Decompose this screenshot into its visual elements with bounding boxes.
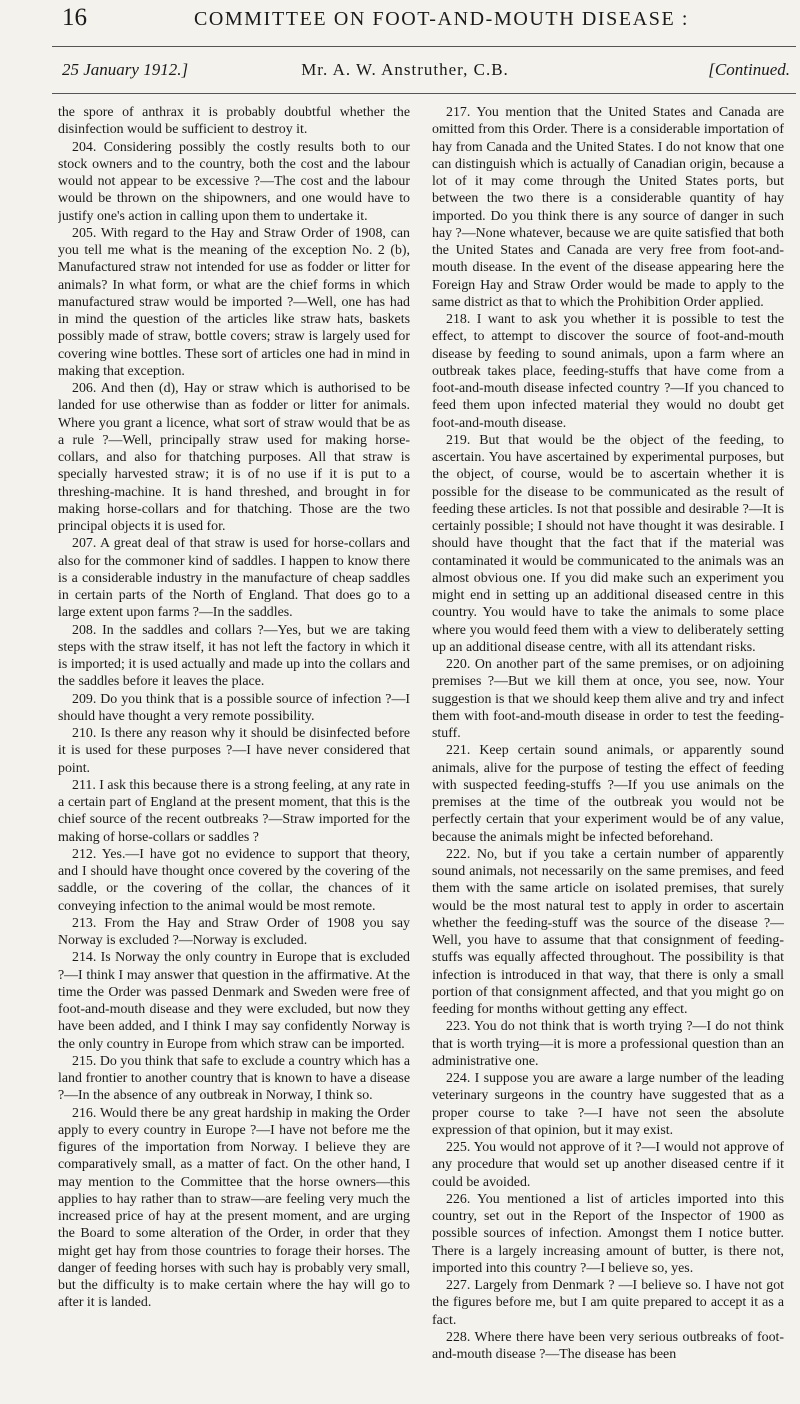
paragraph: 208. In the saddles and collars ?—Yes, but we are taking steps with the straw itself, it has not left the factory in which it is imported; it is used actually and made up into the collars and the saddles before it leaves the place. xyxy=(58,622,410,690)
paragraph: 220. On another part of the same premises, or on adjoining premises ?—But we kill them at once, you see, now. Your suggestion is that we should keep them alive and try and infect them with foot-and-mouth disease in order to test the feeding-stuff. xyxy=(432,657,784,741)
paragraph: 217. You mention that the United States and Canada are omitted from this Order. There is a considerable importation of hay from Canada and the United States. I do not know that one can distinguish which is actually of Canadian origin, because a lot of it may come through the United States ports, but between the two there is a considerable quantity of hay imported. Do you think there is any source of danger in such hay ?—None whatever, because we are quite satisfied that both the United States and Canada are very free from foot-and-mouth disease. In the event of the disease appearing here the Foreign Hay and Straw Order would be made to apply to the same district as that to which the Prohibition Order applied. xyxy=(432,105,784,310)
paragraph: 225. You would not approve of it ?—I would not approve of any procedure that would set up another diseased centre if it could be avoided. xyxy=(432,1140,784,1190)
paragraph: the spore of anthrax it is probably doubtful whether the disinfection would be sufficient to destroy it. xyxy=(58,105,410,138)
paragraph: 207. A great deal of that straw is used for horse-collars and also for the commoner kind of saddles. I happen to know there is a considerable industry in the manufacture of cheap saddles in certain parts of the North of England. That does go to a large extent upon farms ?—In the saddles. xyxy=(58,536,410,621)
running-head: COMMITTEE ON FOOT-AND-MOUTH DISEASE : xyxy=(193,8,690,30)
paragraph: 228. Where there have been very serious outbreaks of foot-and-mouth disease ?—The disease has been xyxy=(432,1329,784,1362)
paragraph: 224. I suppose you are aware a large number of the leading veterinary surgeons in the country have suggested that as a proper course to take ?—I have not seen the absolute expression of that opinion, but it may exist. xyxy=(432,1071,784,1138)
paragraph: 214. Is Norway the only country in Europe that is excluded ?—I think I may answer that question in the affirmative. At the time the Order was passed Denmark and Sweden were free of foot-and-mouth disease and they were excluded, but now they have been added, and I think I may say confidently Norway is the only country in Europe from which straw can be imported. xyxy=(58,950,410,1052)
paragraph: 219. But that would be the object of the feeding, to ascertain. You have ascertained by experimental purposes, but the object, of course, would be to ascertain whether it is possible for the disease to be communicated as the result of feeding these articles. Is not that possible and desirable ?—It is certainly possible; I should not have thought it was desirable. I should have thought that the fact that if the material was contaminated it would be communicated to the animals was an almost obvious one. If you did make such an experiment you might end in setting up an additional diseased centre in this country. You would have to take the animals to some place where you would feed them with a view to deliberately setting up an additional disease centre, with all its attendant risks. xyxy=(432,432,784,655)
paragraph: 221. Keep certain sound animals, or apparently sound animals, alive for the purpose of testing the effect of feeding with suspected feeding-stuffs ?—If you use animals on the premises at the time of the outbreak you would not be perfectly certain that your experiment would be of any value, because the animals might be infected beforehand. xyxy=(432,743,784,845)
paragraph: 227. Largely from Denmark ? —I believe so. I have not got the figures before me, but I am quite prepared to accept it as a fact. xyxy=(432,1278,784,1328)
paragraph: 206. And then (d), Hay or straw which is authorised to be landed for use otherwise than as fodder or litter for animals. Where you grant a licence, what sort of straw would that be as a rule ?—Well, principally straw used for making horse-collars, and also for thatching purposes. All that straw is specially harvested straw; it is of no use if it is put to a threshing-machine. It is hand threshed, and brought in for making horse-collars and for thatching. Those are the two principal objects it is used for. xyxy=(58,381,410,534)
paragraph: 215. Do you think that safe to exclude a country which has a land frontier to another country that is known to have a disease ?—In the absence of any outbreak in Norway, I think so. xyxy=(58,1053,410,1104)
left-column xyxy=(58,104,410,1394)
header-rule xyxy=(52,46,796,47)
paragraph: 212. Yes.—I have got no evidence to support that theory, and I should have thought once covered by the covering of the saddle, or the covering of the collar, the chances of it conveying infection to the animal would be most remote. xyxy=(58,846,410,914)
continued-label: [Continued. xyxy=(708,60,790,79)
paragraph: 226. You mentioned a list of articles imported into this country, set out in the Report of the Inspector of 1900 as possible sources of infection. Amongst them I notice butter. There is a largely increasing amount of butter, is there not, imported into this country ?—I believe so, yes. xyxy=(432,1191,784,1276)
paragraph: 210. Is there any reason why it should be disinfected before it is used for these purposes ?—I have never considered that point. xyxy=(58,726,410,776)
paragraph: 213. From the Hay and Straw Order of 1908 you say Norway is excluded ?—Norway is excluded. xyxy=(58,915,410,948)
paragraph: 216. Would there be any great hardship in making the Order apply to every country in Europe ?—I have not before me the figures of the importation from Norway. I believe they are comparatively small, as a matter of fact. On the other hand, I may mention to the Committee that the horse owners—this applies to hay rather than to straw—are feeling very much the increased price of hay at the present moment, and are urging the Board to some alteration of the Order, in order that they might get hay from those countries to forage their horses. The danger of feeding horses with such hay is probably very small, but the difficulty is to make certain where the hay will go to after it is landed. xyxy=(58,1105,410,1311)
session-date: 25 January 1912.] xyxy=(62,60,189,79)
paragraph: 204. Considering possibly the costly results both to our stock owners and to the country, both the cost and the labour would not appear to be excessive ?—The cost and the labour would be thrown on the shipowners, and one would have to justify one's action in calling upon them to undertake it. xyxy=(58,139,410,224)
paragraph: 218. I want to ask you whether it is possible to test the effect, to attempt to discover the source of foot-and-mouth disease by feeding to sound animals, upon a farm where an outbreak takes place, feeding-stuffs that have come from a foot-and-mouth disease infected country ?—If you chanced to feed them upon infected material they would no doubt get foot-and-mouth disease. xyxy=(432,312,784,431)
paragraph: 209. Do you think that is a possible source of infection ?—I should have thought a very remote possibility. xyxy=(58,691,410,724)
page-header xyxy=(0,0,800,100)
witness-name: Mr. A. W. Anstruther, C.B. xyxy=(301,60,509,79)
subheader-rule xyxy=(52,93,796,94)
paragraph: 211. I ask this because there is a strong feeling, at any rate in a certain part of England at the present moment, that this is the chief source of the recent outbreaks ?—Straw imported for the making of horse-collars or saddles ? xyxy=(58,777,410,845)
paragraph: 222. No, but if you take a certain number of apparently sound animals, not necessarily on the same premises, and feed them with the same article on isolated premises, that surely would be the most natural test to apply in order to ascertain whether the feeding-stuff was the source of the disease ?—Well, you have to assume that that consignment of feeding-stuffs was equally affected throughout. The possibility is that infection is introduced in that way, that there is only a small portion of that consignment affected, and that you might go on feeding for months without getting any effect. xyxy=(432,846,784,1017)
paragraph: 205. With regard to the Hay and Straw Order of 1908, can you tell me what is the meaning of the exception No. 2 (b), Manufactured straw not intended for use as fodder or litter for animals? In what form, or what are the chief forms in which manufactured straw would be imported ?—Well, one has had in mind the question of the articles like straw hats, baskets possibly made of straw, bottle covers; straw is largely used for covering wine bottles. These sort of articles one had in mind in making that exception. xyxy=(58,225,410,379)
paragraph: 223. You do not think that is worth trying ?—I do not think that is worth trying—it is more a professional question than an administrative one. xyxy=(432,1019,784,1069)
right-column xyxy=(432,104,784,1394)
page-number: 16 xyxy=(62,4,87,31)
